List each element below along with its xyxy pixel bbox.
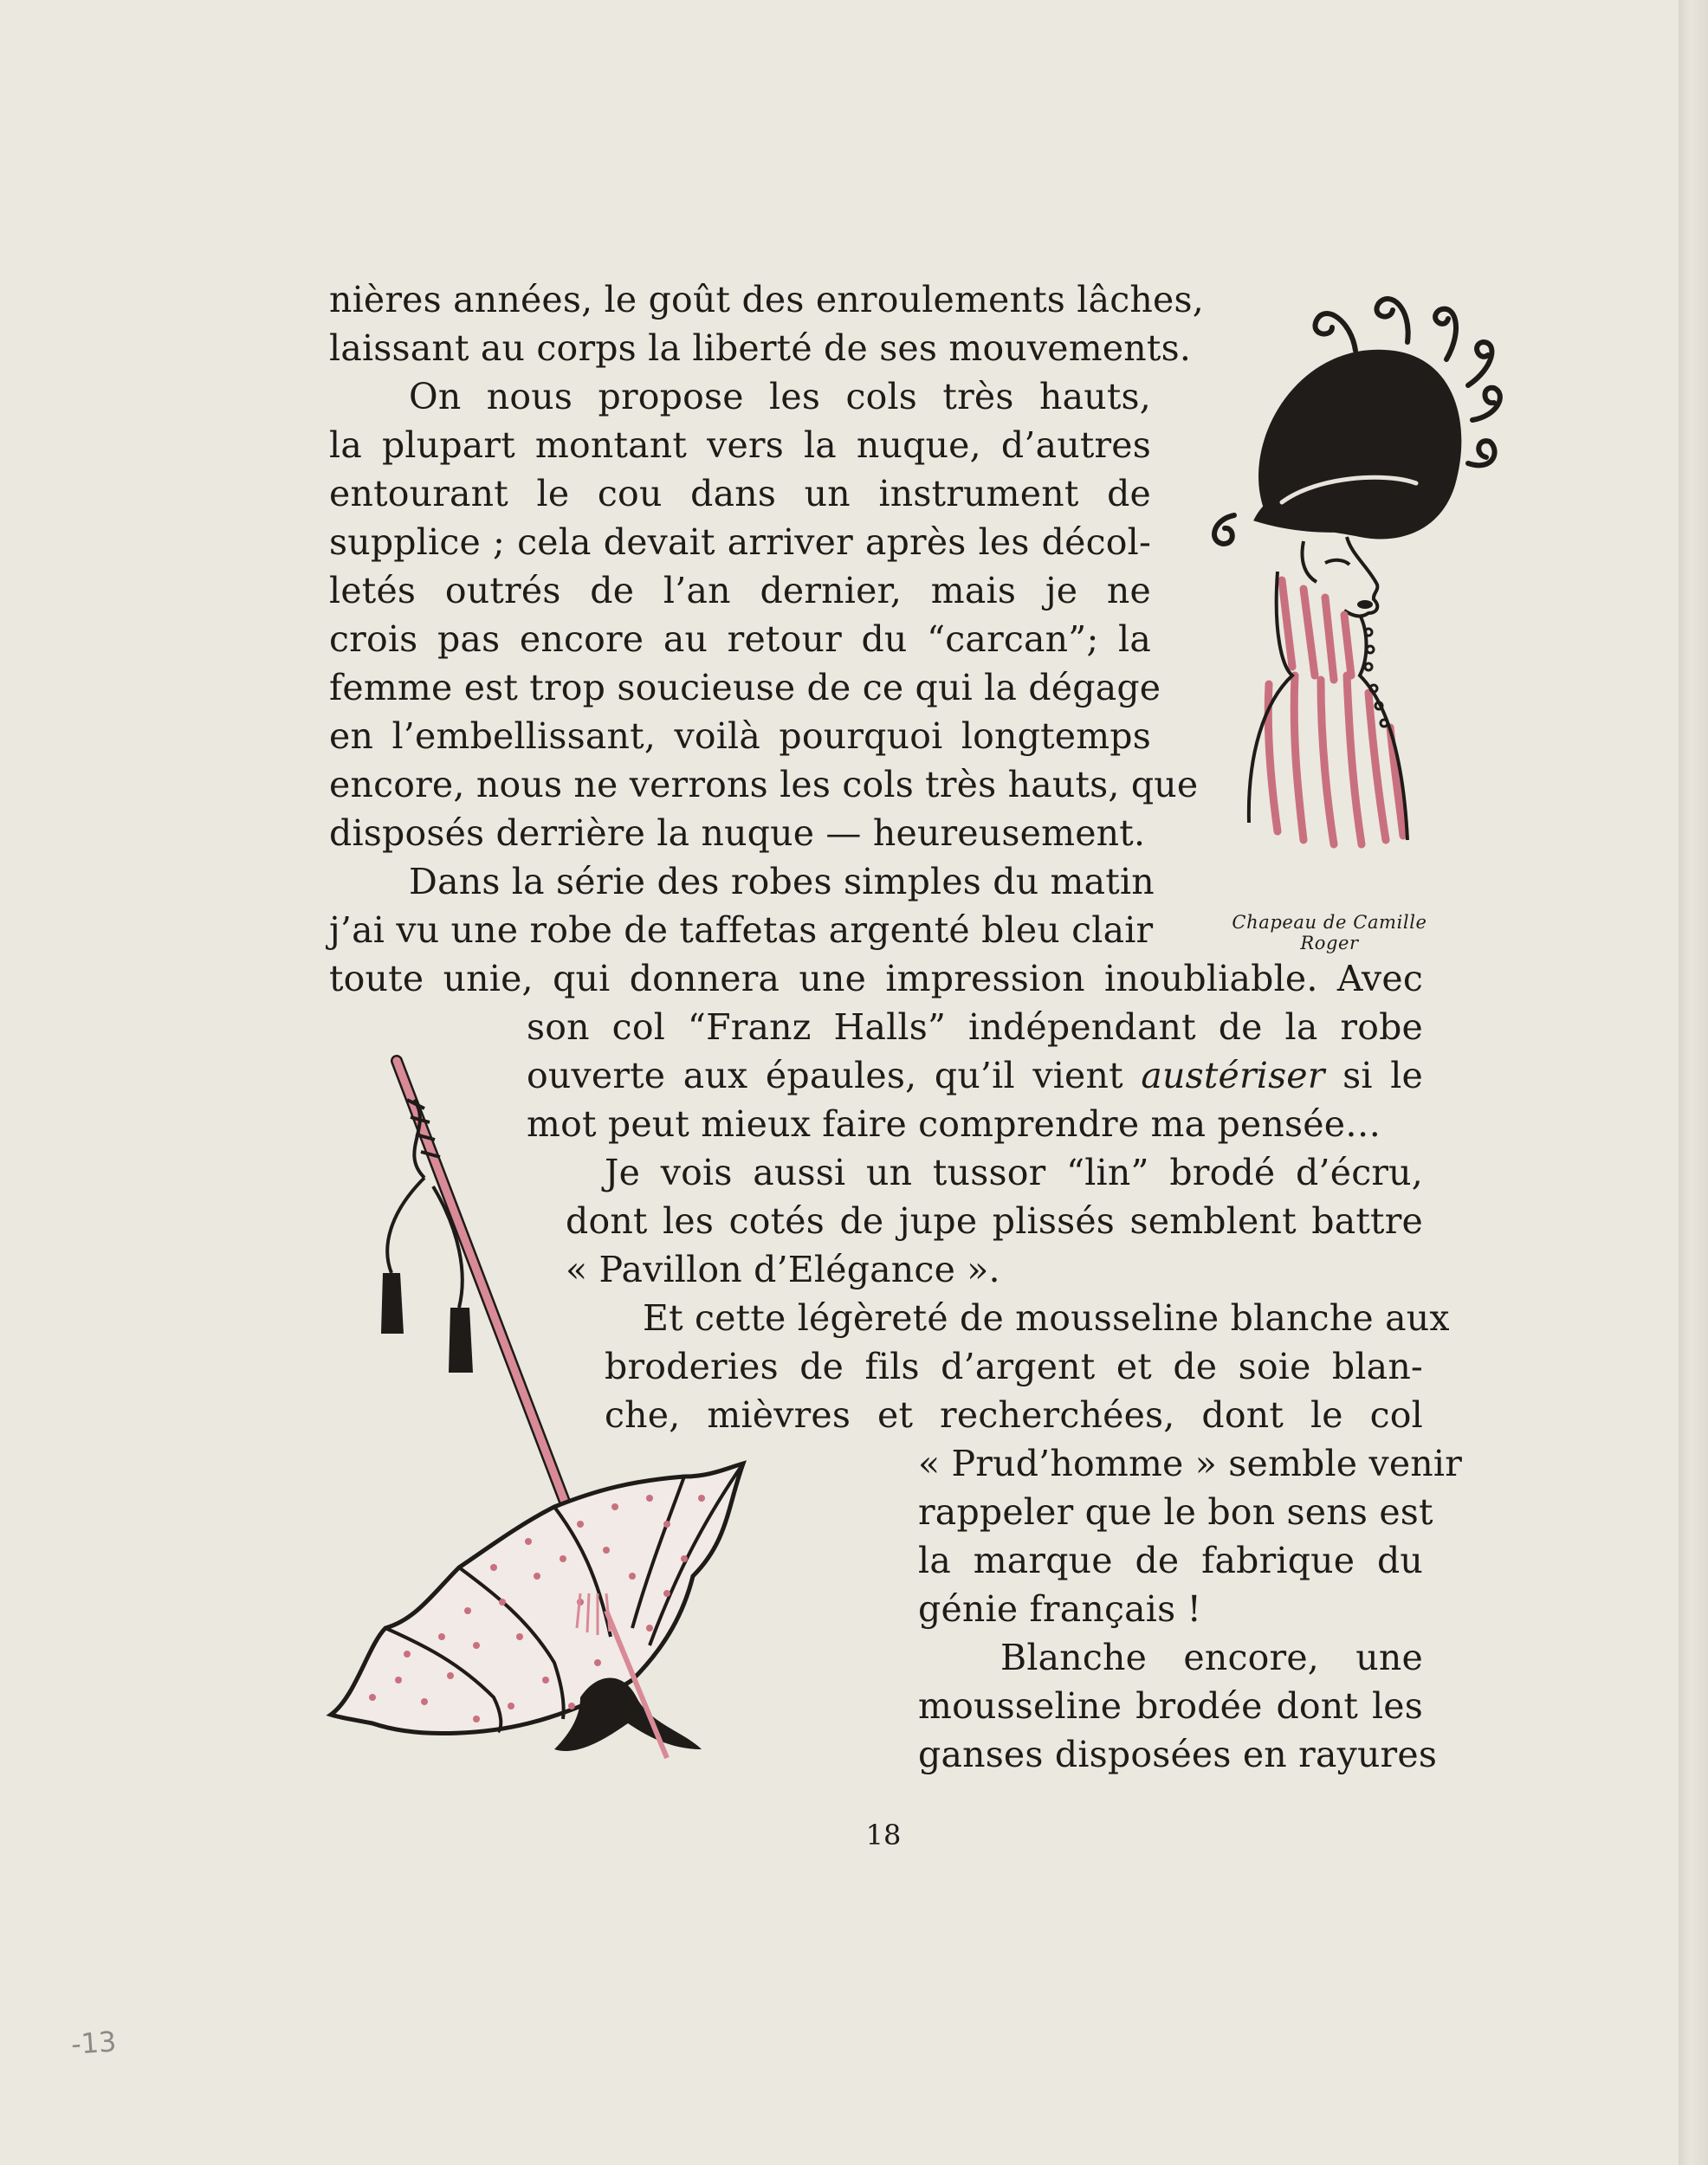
text-line: génie français ! [918,1588,1202,1630]
text-line: ganses disposées en rayures [918,1734,1438,1775]
pencil-annotation: -13 [69,2025,118,2061]
text-line: « Prud’homme » semble venir [918,1443,1463,1484]
text-line: mot peut mieux faire comprendre ma pensée… [527,1103,1381,1145]
text-line: On nous propose les cols très hauts, [409,376,1151,417]
text-line: rappeler que le bon sens est [918,1491,1433,1533]
text-line: Je vois aussi un tussor “lin” brodé d’écru, [605,1152,1423,1193]
text-line: Et cette légèreté de mousseline blanche aux [643,1297,1450,1339]
text-line: en l’embellissant, voilà pourquoi longtemps [329,715,1151,757]
italic-word: austériser [1141,1055,1325,1096]
parasol-illustration [320,1039,875,1784]
text-line: che, mièvres et recherchées, dont le col [605,1394,1423,1436]
text-segment: ouverte aux épaules, qu’il vient [527,1055,1123,1096]
text-line: disposés derrière la nuque — heureusement. [329,812,1146,854]
text-segment: si le [1342,1055,1424,1096]
text-line: « Pavillon d’Elégance ». [566,1249,1000,1290]
page-number: 18 [865,1819,902,1852]
text-line: laissant au corps la liberté de ses mouvements. [329,327,1192,369]
text-line: femme est trop soucieuse de ce qui la dégage [329,667,1161,708]
text-line: encore, nous ne verrons les cols très hauts, que [329,764,1199,805]
hat-illustration [1195,268,1524,892]
text-line: j’ai vu une robe de taffetas argenté bleu clair [329,909,1154,951]
text-line: letés outrés de l’an dernier, mais je ne [329,570,1151,611]
illustration-caption: Chapeau de Camille Roger [1232,912,1427,953]
text-line: crois pas encore au retour du “carcan”; la [329,618,1151,660]
text-line: la marque de fabrique du [918,1540,1423,1581]
page-edge [1679,0,1708,2165]
text-line: entourant le cou dans un instrument de [329,473,1151,514]
text-line: Blanche encore, une [1000,1637,1423,1678]
text-line: supplice ; cela devait arriver après les décol- [329,521,1151,563]
text-line: la plupart montant vers la nuque, d’autres [329,424,1151,466]
text-line: broderies de fils d’argent et de soie blan- [605,1346,1423,1387]
text-line: son col “Franz Halls” indépendant de la robe [527,1006,1423,1048]
text-line: mousseline brodée dont les [918,1685,1423,1727]
text-line: Dans la série des robes simples du matin [409,861,1155,902]
text-line: nières années, le goût des enroulements lâches, [329,279,1204,320]
text-line: dont les cotés de jupe plissés semblent battre [566,1200,1423,1242]
text-line: toute unie, qui donnera une impression inoubliable. Avec [329,958,1423,999]
